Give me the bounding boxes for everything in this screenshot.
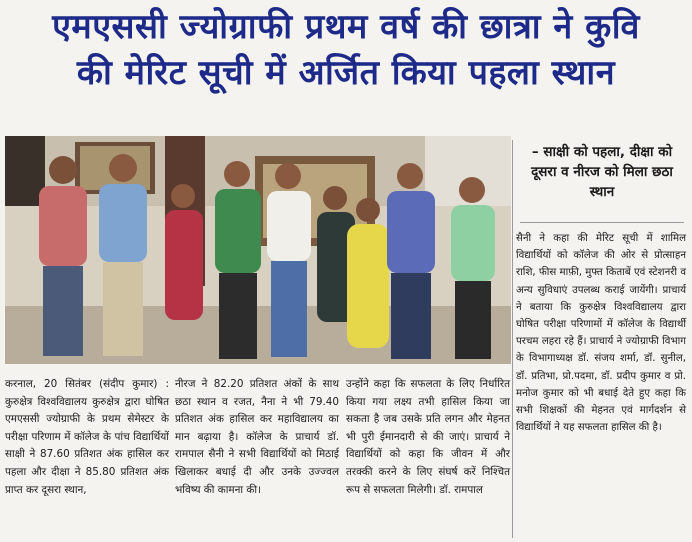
article-paragraph-4: सैनी ने कहा की मेरिट सूची में शामिल विद्यार्थियों को कॉलेज की ओर से प्रोत्साहन राशि, फीस माफ़ी, मुफ्त किताबें एवं स्टेशनरी व अन्य सुविधाएं उपलब्ध कराई जायेंगी। प्राचार्य ने बताया कि कुरुक्षेत्र विश्वविद्यालय द्वारा घोषित परीक्षा परिणामों में कॉलेज के विद्यार्थी परचम लहरा रहे हैं। प्राचार्य ने ज्योग्राफी विभाग के विभागाध्यक्ष डॉ. संजय शर्मा, डॉ. सुनील, डॉ. प्रतिभा, प्रो.पदमा, डॉ. प्रदीप कुमार व प्रो. मनोज कुमार को भी बधाई देते हुए कहा कि सभी शिक्षकों की मेहनत एवं मार्गदर्शन से विद्यार्थियों ने यह सफलता हासिल की है। [516, 233, 686, 434]
article-column-1 [5, 376, 169, 499]
article-column-3 [346, 376, 510, 499]
subheadline: – साक्षी को पहला, दीक्षा को दूसरा व नीरज को मिला छठा स्थान [531, 144, 673, 200]
headline-line-1: एमएससी ज्योग्राफी प्रथम वर्ष की छात्रा ने कुवि [52, 7, 640, 47]
article-column-2 [175, 376, 339, 499]
article-column-4 [516, 230, 686, 436]
column-divider [512, 140, 513, 538]
article-paragraph-2: नीरज ने 82.20 प्रतिशत अंकों के साथ छठा स्थान व रजत, नैना ने भी 79.40 प्रतिशत अंक हासिल कर महाविद्यालय का मान बढ़ाया है। कॉलेज के प्राचार्य डॉ. रामपाल सैनी ने सभी विद्यार्थियों को मिठाई खिलाकर बधाई दी और उनके उज्ज्वल भविष्य की कामना की। [175, 378, 339, 496]
article-paragraph-1: करनाल, 20 सितंबर (संदीप कुमार) : कुरुक्षेत्र विश्वविद्यालय कुरुक्षेत्र द्वारा घोषित एमएससी ज्योग्राफी के प्रथम सेमेस्टर के परीक्षा परिणाम में कॉलेज के पांच विद्यार्थियों साक्षी ने 87.60 प्रतिशत अंक हासिल कर पहला और दीक्षा ने 85.80 प्रतिशत अंक प्राप्त कर दूसरा स्थान, [5, 378, 169, 496]
headline-line-2: की मेरिट सूची में अर्जित किया पहला स्थान [76, 53, 616, 93]
news-photo-illustration [5, 136, 511, 364]
news-photo [5, 136, 511, 364]
headline [6, 4, 686, 96]
article-paragraph-3: उन्होंने कहा कि सफलता के लिए निर्धारित किया गया लक्ष्य तभी हासिल किया जा सकता है जब उसके प्रति लगन और मेहनत भी पुरी ईमानदारी से की जाएं। प्राचार्य ने विद्यार्थियों को कहा कि जीवन में और तरक्की करने के लिए संघर्ष करें निश्चित रूप से सफलता मिलेगी। डॉ. रामपाल [346, 378, 510, 496]
subheadline-divider [520, 222, 684, 223]
